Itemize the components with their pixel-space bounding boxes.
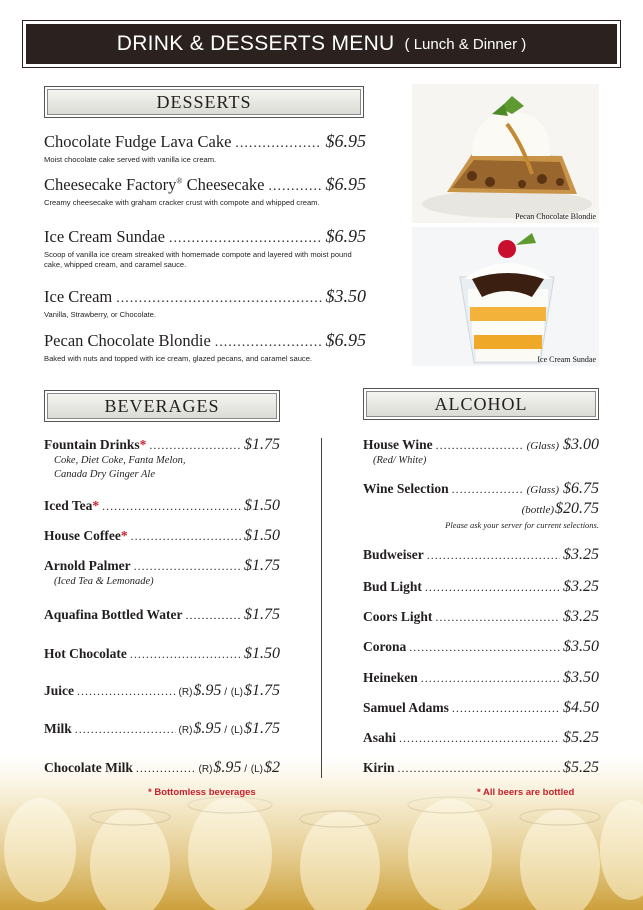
beverage-price: $1.50 [244, 527, 280, 544]
dessert-name-end: Cheesecake [182, 175, 265, 194]
bottle-price: $20.75 [555, 500, 599, 517]
size-separator: / [221, 725, 230, 736]
dessert-name: Pecan Chocolate Blondie [44, 331, 211, 350]
wine-note: Please ask your server for current selections. [445, 520, 599, 530]
beverage-item [44, 606, 280, 624]
dessert-description: Vanilla, Strawberry, or Chocolate. [44, 310, 156, 319]
photo-caption: Ice Cream Sundae [537, 355, 596, 364]
beverage-item [44, 759, 280, 777]
beverage-name: House Wine [363, 437, 433, 452]
beer-price: $3.50 [563, 638, 599, 655]
beverage-name: Hot Chocolate [44, 646, 127, 661]
beer-name: Heineken [363, 670, 418, 685]
size-label: (L) [250, 764, 263, 775]
beer-item [363, 578, 599, 596]
dessert-price: $3.50 [325, 286, 366, 306]
dessert-item [44, 286, 366, 320]
dessert-description: Scoop of vanilla ice cream streaked with homemade compote and layered with moist pound cake, whipped cream, and caramel sauce. [44, 250, 352, 269]
beverage-subtext: Coke, Diet Coke, Fanta Melon, [54, 455, 186, 466]
dessert-price: $6.95 [325, 330, 366, 350]
sundae-illustration [412, 227, 599, 366]
menu-title: DRINK & DESSERTS MENU [116, 32, 395, 55]
alcohol-heading-box [363, 388, 599, 420]
beverage-price: $3.00 [563, 436, 599, 453]
champagne-glasses-background [0, 755, 643, 910]
size-separator: / [241, 764, 250, 775]
beer-price: $5.25 [563, 729, 599, 746]
beverage-price: $1.75 [244, 436, 280, 453]
menu-subtitle: ( Lunch & Dinner ) [404, 35, 527, 53]
beverage-name: Wine Selection [363, 481, 449, 496]
blondie-illustration [412, 84, 599, 223]
beverage-item [44, 527, 280, 545]
beverage-item [44, 720, 280, 738]
large-price: $1.75 [244, 682, 280, 699]
beverage-item [44, 436, 280, 482]
wine-selection-item [363, 480, 599, 532]
beverage-item [44, 557, 280, 589]
blondie-photo [412, 84, 599, 223]
beverage-price: $1.75 [244, 606, 280, 623]
dessert-price: $6.95 [325, 174, 366, 194]
beer-item [363, 729, 599, 747]
beverage-subtext: Canada Dry Ginger Ale [54, 469, 156, 480]
regular-price: $.95 [213, 759, 242, 776]
beverage-name: House Coffee [44, 528, 121, 543]
dessert-item [44, 174, 366, 208]
dessert-item [44, 131, 366, 165]
beverage-name: Chocolate Milk [44, 760, 133, 775]
beer-item [363, 546, 599, 564]
beverage-subtext: (Iced Tea & Lemonade) [54, 576, 154, 587]
desserts-heading: DESSERTS [47, 89, 361, 115]
beverage-subtext: (Red/ White) [373, 455, 427, 466]
serving-label: (Glass) [526, 484, 559, 496]
registered-mark: ® [176, 176, 183, 186]
beer-price: $4.50 [563, 699, 599, 716]
beverage-item [44, 497, 280, 515]
beer-name: Coors Light [363, 609, 433, 624]
beer-price: $5.25 [563, 759, 599, 776]
beer-price: $3.25 [563, 578, 599, 595]
beer-item [363, 699, 599, 717]
size-label: (R) [178, 725, 193, 736]
dessert-item [44, 226, 366, 270]
beer-name: Samuel Adams [363, 700, 449, 715]
beer-item [363, 608, 599, 626]
beverage-name: Arnold Palmer [44, 558, 131, 573]
beverages-heading-box [44, 390, 280, 422]
beverage-name: Milk [44, 721, 72, 736]
beer-name: Corona [363, 639, 407, 654]
dessert-description: Baked with nuts and topped with ice cream, glazed pecans, and caramel sauce. [44, 354, 313, 363]
dessert-name: Chocolate Fudge Lava Cake [44, 132, 232, 151]
beer-item [363, 638, 599, 656]
size-separator: / [221, 687, 230, 698]
beverage-name: Fountain Drinks [44, 437, 140, 452]
beverage-name: Aquafina Bottled Water [44, 607, 183, 622]
large-price: $1.75 [244, 720, 280, 737]
house-wine-item [363, 436, 599, 468]
beer-item [363, 669, 599, 687]
beer-price: $3.25 [563, 608, 599, 625]
beer-name: Budweiser [363, 547, 424, 562]
bottle-label: (bottle) [521, 504, 554, 516]
sundae-photo [412, 227, 599, 366]
dessert-price: $6.95 [325, 226, 366, 246]
regular-price: $.95 [193, 720, 222, 737]
beer-price: $3.25 [563, 546, 599, 563]
alcohol-heading: ALCOHOL [366, 391, 596, 417]
menu-title-banner [22, 20, 621, 68]
dessert-name: Cheesecake Factory [44, 175, 177, 194]
beer-name: Bud Light [363, 579, 422, 594]
bottomless-note: * Bottomless beverages [148, 787, 256, 798]
dessert-name: Ice Cream [44, 287, 113, 306]
dessert-description: Moist chocolate cake served with vanilla ice cream. [44, 155, 217, 164]
large-price: $2 [264, 759, 280, 776]
beer-item [363, 759, 599, 777]
beverage-name: Juice [44, 683, 74, 698]
bottomless-star: * [120, 528, 128, 543]
bottomless-star: * [139, 437, 147, 452]
dessert-price: $6.95 [325, 131, 366, 151]
beverages-heading: BEVERAGES [47, 393, 277, 419]
beverage-price: $1.75 [244, 557, 280, 574]
size-label: (L) [230, 725, 243, 736]
beverage-item [44, 682, 280, 700]
bottomless-star: * [92, 498, 100, 513]
photo-caption: Pecan Chocolate Blondie [515, 212, 596, 221]
size-label: (L) [230, 687, 243, 698]
beverage-price: $1.50 [244, 645, 280, 662]
dessert-description: Creamy cheesecake with graham cracker crust with compote and whipped cream. [44, 198, 320, 207]
bottled-note: * All beers are bottled [477, 787, 575, 798]
dessert-name: Ice Cream Sundae [44, 227, 165, 246]
beer-name: Asahi [363, 730, 397, 745]
desserts-heading-box [44, 86, 364, 118]
beverage-price: $1.50 [244, 497, 280, 514]
dessert-item [44, 330, 366, 364]
regular-price: $.95 [193, 682, 222, 699]
size-label: (R) [178, 687, 193, 698]
beverage-item [44, 645, 280, 663]
size-label: (R) [198, 764, 213, 775]
beverage-price: $6.75 [563, 480, 599, 497]
serving-label: (Glass) [526, 440, 559, 452]
column-divider [321, 438, 322, 778]
beverage-name: Iced Tea [44, 498, 93, 513]
beer-name: Kirin [363, 760, 395, 775]
beer-price: $3.50 [563, 669, 599, 686]
